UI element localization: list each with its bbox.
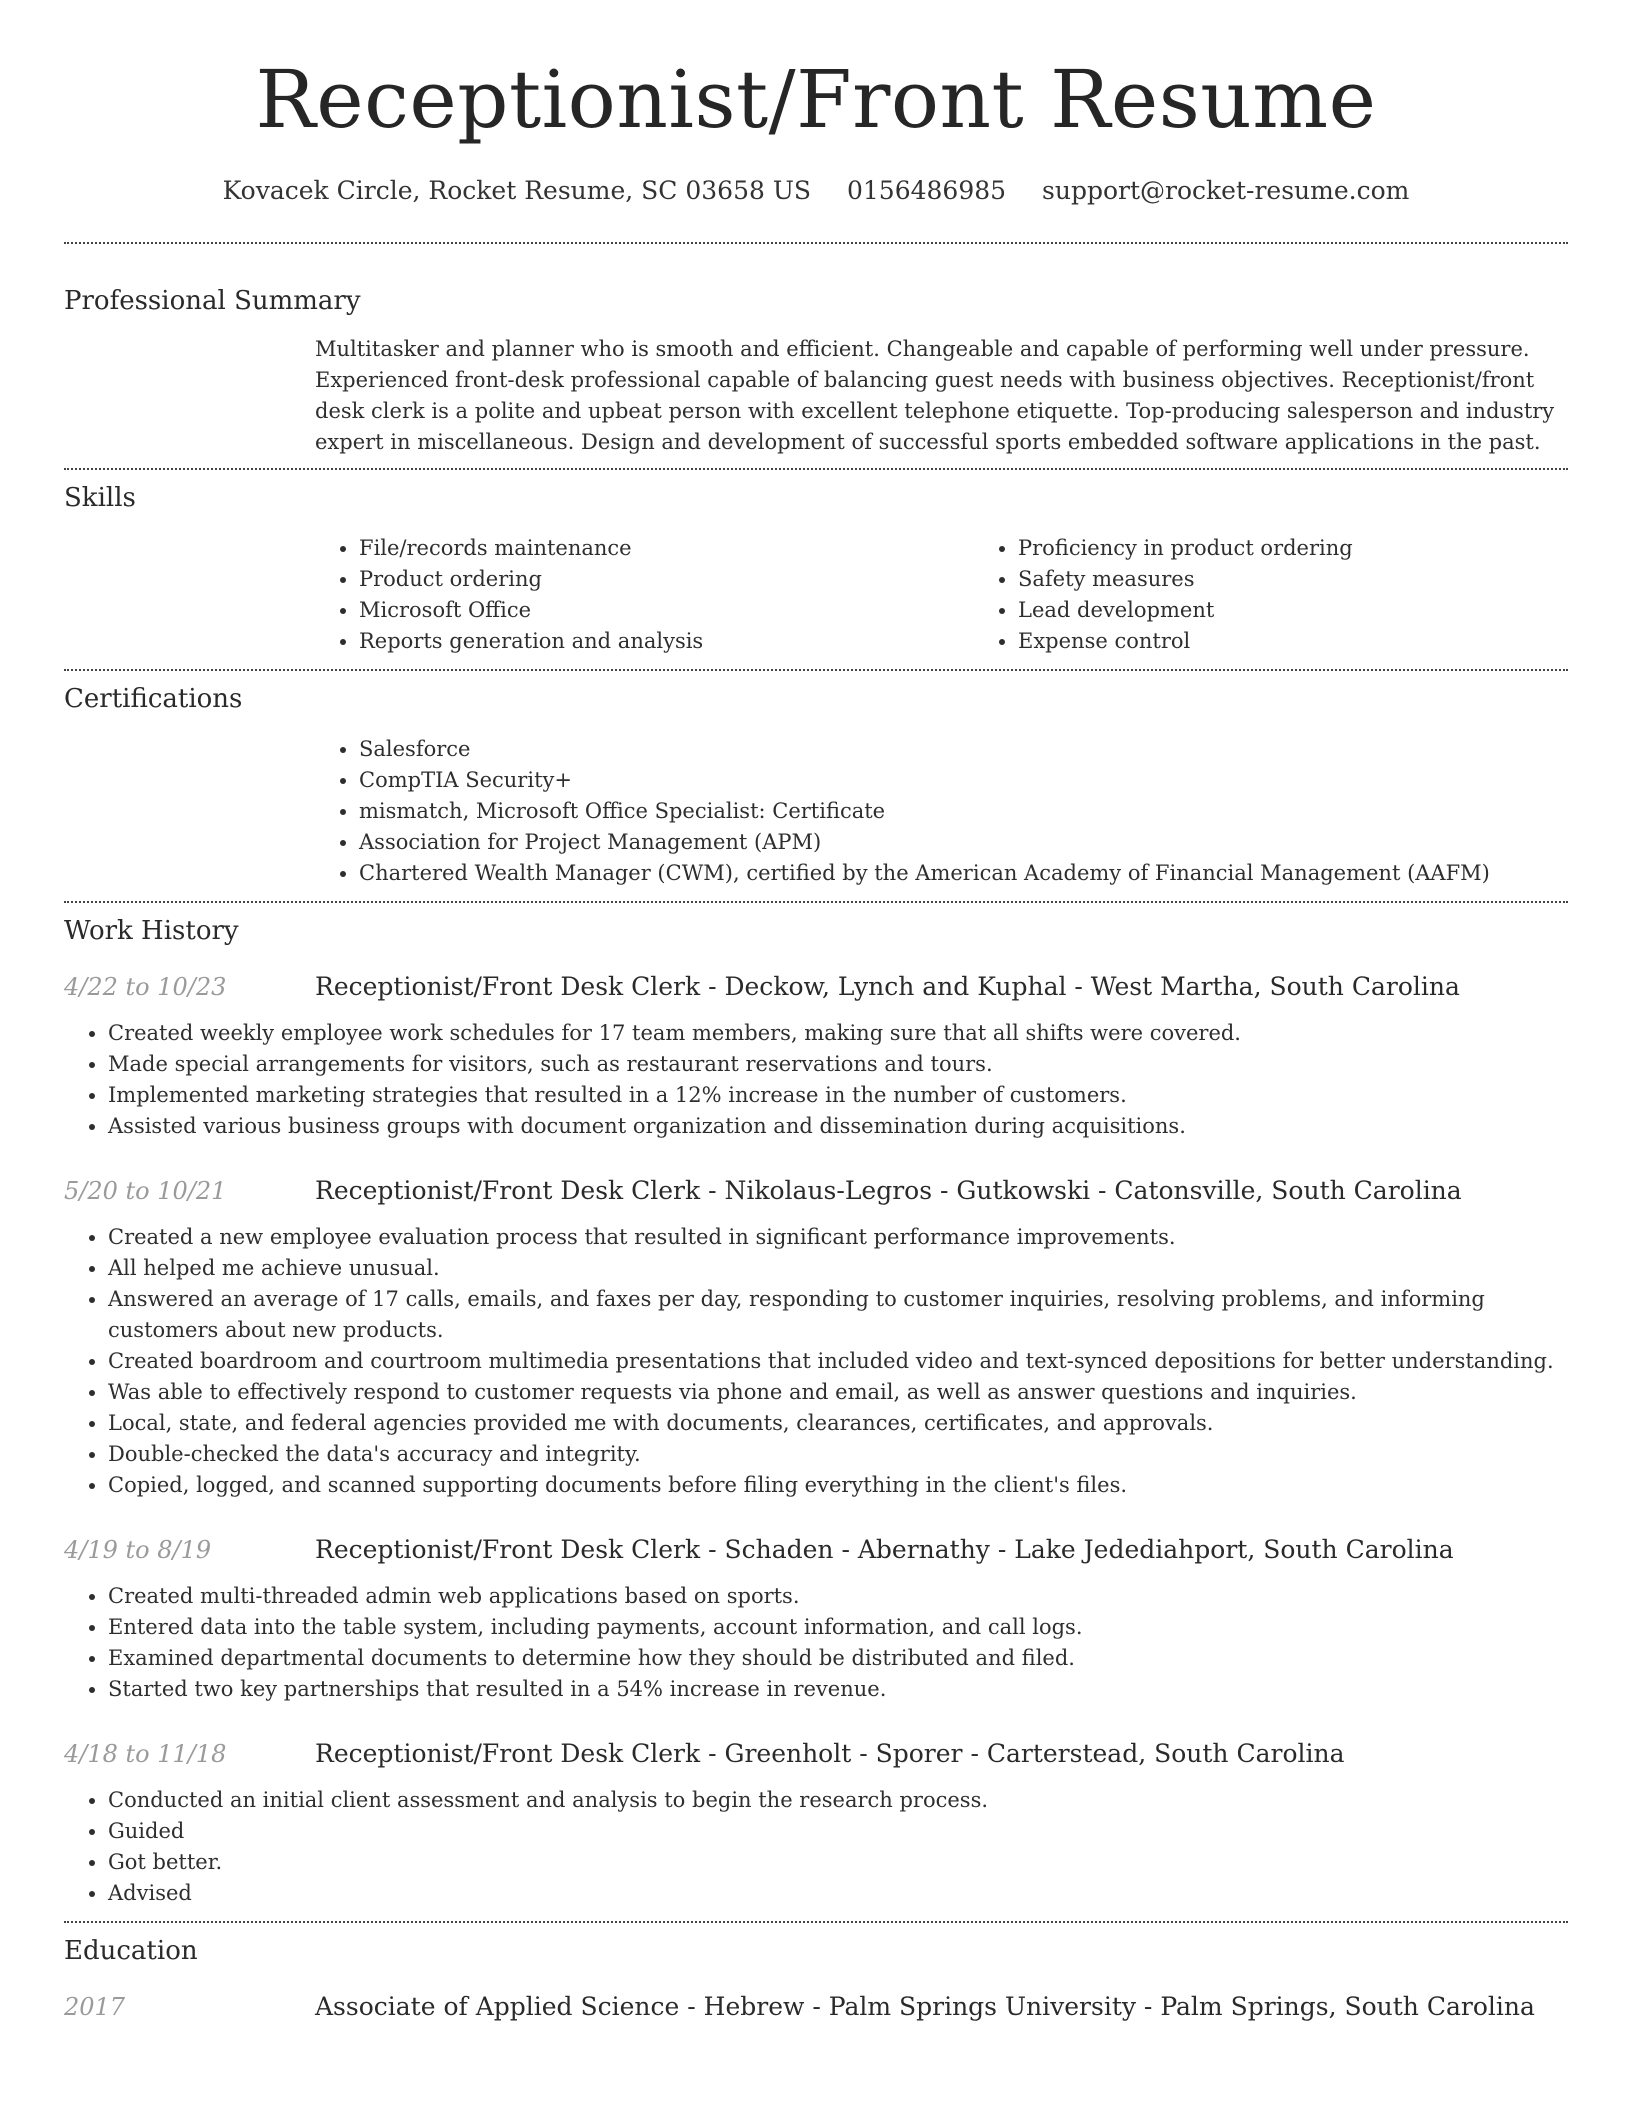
skill-item: • File/records maintenance <box>359 533 974 564</box>
job-dates: 4/19 to 8/19 <box>64 1536 212 1564</box>
section-title-work-history: Work History <box>64 916 239 946</box>
job-bullet: • Entered data into the table system, including payments, account information, and call logs. <box>108 1612 1568 1643</box>
education-section <box>64 1934 1568 2024</box>
job-header <box>64 1737 1568 1771</box>
education-heading: Associate of Applied Science - Hebrew - Palm Springs University - Palm Springs, South Carolina <box>315 1992 1535 2021</box>
job-bullet: • Guided <box>108 1816 1568 1847</box>
certification-item: • Chartered Wealth Manager (CWM), certified by the American Academy of Financial Management (AAFM) <box>359 858 1568 889</box>
job-entry <box>64 1533 1568 1705</box>
job-dates: 4/22 to 10/23 <box>64 973 227 1001</box>
job-heading: Receptionist/Front Desk Clerk - Nikolaus-Legros - Gutkowski - Catonsville, South Carolina <box>315 1176 1462 1205</box>
contact-address: Kovacek Circle, Rocket Resume, SC 03658 US <box>222 176 812 205</box>
section-title-certifications: Certifications <box>64 684 243 714</box>
certification-item: • Association for Project Management (APM) <box>359 827 1568 858</box>
summary-text: Multitasker and planner who is smooth and efficient. Changeable and capable of performing well under pressure. Experienced front-desk professional capable of balancing guest needs with business objectives. Receptionist/front desk clerk is a polite and upbeat person with excellent telephone etiquette. Top-producing salesperson and industry expert in miscellaneous. Design and development of successful sports embedded software applications in the past. <box>315 337 1555 454</box>
job-bullet: • Created weekly employee work schedules for 17 team members, making sure that all shifts were covered. <box>108 1018 1568 1049</box>
job-heading: Receptionist/Front Desk Clerk - Schaden - Abernathy - Lake Jedediahport, South Carolina <box>315 1535 1454 1564</box>
certification-item: • mismatch, Microsoft Office Specialist: Certificate <box>359 796 1568 827</box>
skills-list-left <box>315 533 974 657</box>
education-dates: 2017 <box>64 1993 126 2021</box>
certification-item: • Salesforce <box>359 734 1568 765</box>
skills-section <box>64 481 1568 657</box>
job-header <box>64 1533 1568 1567</box>
job-bullet: • Double-checked the data's accuracy and integrity. <box>108 1439 1568 1470</box>
skills-list-right <box>974 533 1632 657</box>
certifications-list <box>315 734 1568 889</box>
certifications-divider <box>64 901 1568 903</box>
job-bullet: • Conducted an initial client assessment and analysis to begin the research process. <box>108 1785 1568 1816</box>
contact-phone: 0156486985 <box>847 176 1007 205</box>
education-entry <box>64 1990 1568 2024</box>
job-dates: 4/18 to 11/18 <box>64 1740 227 1768</box>
work-history-divider <box>64 1921 1568 1923</box>
skill-item: • Safety measures <box>1018 564 1632 595</box>
job-entry <box>64 970 1568 1142</box>
section-title-skills: Skills <box>64 483 136 513</box>
job-bullet: • Created multi-threaded admin web applications based on sports. <box>108 1581 1568 1612</box>
skill-item: • Microsoft Office <box>359 595 974 626</box>
skill-item: • Reports generation and analysis <box>359 626 974 657</box>
job-bullet: • Local, state, and federal agencies provided me with documents, clearances, certificates, and approvals. <box>108 1408 1568 1439</box>
skill-item: • Expense control <box>1018 626 1632 657</box>
job-bullets <box>64 1785 1568 1909</box>
work-history-section <box>64 914 1568 1909</box>
job-bullet: • All helped me achieve unusual. <box>108 1253 1568 1284</box>
job-entry <box>64 1174 1568 1501</box>
contact-line <box>64 174 1568 208</box>
job-bullets <box>64 1581 1568 1705</box>
skills-divider <box>64 669 1568 671</box>
job-header <box>64 970 1568 1004</box>
job-bullet: • Advised <box>108 1878 1568 1909</box>
job-bullet: • Assisted various business groups with document organization and dissemination during acquisitions. <box>108 1111 1568 1142</box>
job-dates: 5/20 to 10/21 <box>64 1177 227 1205</box>
skill-item: • Lead development <box>1018 595 1632 626</box>
job-bullet: • Got better. <box>108 1847 1568 1878</box>
certifications-section <box>64 682 1568 889</box>
job-bullet: • Created a new employee evaluation process that resulted in significant performance improvements. <box>108 1222 1568 1253</box>
job-heading: Receptionist/Front Desk Clerk - Greenholt - Sporer - Carterstead, South Carolina <box>315 1739 1345 1768</box>
job-heading: Receptionist/Front Desk Clerk - Deckow, Lynch and Kuphal - West Martha, South Carolina <box>315 972 1460 1001</box>
job-bullets <box>64 1222 1568 1501</box>
summary-section <box>64 284 1568 458</box>
summary-divider <box>64 468 1568 470</box>
contact-email: support@rocket-resume.com <box>1042 176 1410 205</box>
section-title-education: Education <box>64 1936 198 1966</box>
skill-item: • Proficiency in product ordering <box>1018 533 1632 564</box>
skills-grid <box>315 533 1568 657</box>
job-bullets <box>64 1018 1568 1142</box>
education-header <box>64 1990 1568 2024</box>
job-bullet: • Answered an average of 17 calls, emails, and faxes per day, responding to customer inquiries, resolving problems, and informing customers about new products. <box>108 1284 1568 1346</box>
job-bullet: • Created boardroom and courtroom multimedia presentations that included video and text-synced depositions for better understanding. <box>108 1346 1568 1377</box>
certifications-body <box>315 734 1568 889</box>
job-bullet: • Was able to effectively respond to customer requests via phone and email, as well as answer questions and inquiries. <box>108 1377 1568 1408</box>
job-bullet: • Copied, logged, and scanned supporting documents before filing everything in the client's files. <box>108 1470 1568 1501</box>
skill-item: • Product ordering <box>359 564 974 595</box>
certification-item: • CompTIA Security+ <box>359 765 1568 796</box>
resume-title: Receptionist/Front Resume <box>255 53 1377 146</box>
job-bullet: • Started two key partnerships that resulted in a 54% increase in revenue. <box>108 1674 1568 1705</box>
job-bullet: • Implemented marketing strategies that resulted in a 12% increase in the number of customers. <box>108 1080 1568 1111</box>
job-bullet: • Made special arrangements for visitors, such as restaurant reservations and tours. <box>108 1049 1568 1080</box>
job-entry <box>64 1737 1568 1909</box>
job-header <box>64 1174 1568 1208</box>
header-divider <box>64 242 1568 244</box>
section-title-summary: Professional Summary <box>64 286 361 316</box>
job-bullet: • Examined departmental documents to determine how they should be distributed and filed. <box>108 1643 1568 1674</box>
